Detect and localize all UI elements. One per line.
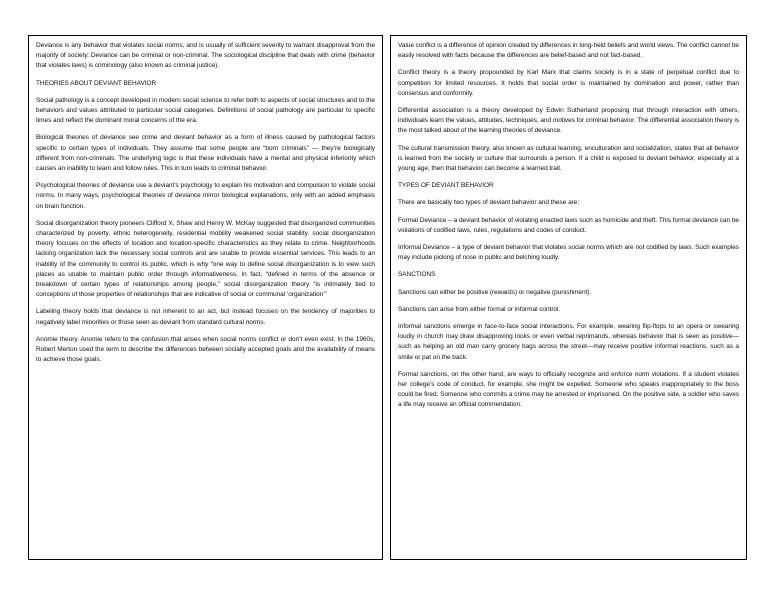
heading-types: TYPES OF DEVIANT BEHAVIOR <box>398 182 494 190</box>
paragraph-sanctions-control: Sanctions can arise from either formal or informal control. <box>398 305 561 313</box>
paragraph-deviance-definition: Deviance is any behavior that violates social norms, and is usually of sufficient severity to warrant disapproval from the majority of society. Deviance can be criminal or non-criminal. The sociological discipline that deals with crime (behavior that violates laws) is criminology (also known as criminal justice). <box>36 42 375 70</box>
paragraph-differential-association: Differential association is a theory developed by Edwin Sutherland proposing that through interaction with others, individuals learn the values, attitudes, techniques, and motives for criminal behavior. The differential association theory is the most talked about of the learning theories of deviance. <box>398 107 739 135</box>
paragraph-conflict-theory: Conflict theory is a theory propounded by Karl Marx that claims society is in a state of perpetual conflict due to competition for limited resources. It holds that social order is maintained by domination and power, rather than consensus and conformity. <box>398 69 739 97</box>
paragraph-formal-sanctions: Formal sanctions, on the other hand, are ways to officially recognize and enforce norm violations. If a student violates her college’s code of conduct, for example, she might be expelled. Someone who speaks inappropriately to the boss could be fired. Someone who commits a crime may be arrested or imprisoned. On the positive side, a soldier who saves a life may receive an official commendation. <box>398 370 739 409</box>
paragraph-value-conflict: Value conflict is a difference of opinion created by differences in long-held beliefs and world views. The conflict cannot be easily resolved with facts because the differences are belief-based and not fact-based. <box>398 42 739 60</box>
paragraph-social-disorganization: Social disorganization theory pioneers Clifford X. Shaw and Henry W. McKay suggested that disorganized communities characterized by poverty, ethnic heterogeneity, residential mobility weakened social stability. social disorganization theory focuses on the effects of location and location-specific characteristics as they relate to crime. Neighborhoods lacking organization lack the necessary social controls and are unable to provide essential services. This leads to an inability of the community to control its public, which is why “one way to define social disorganization is to view such places as unable to maintain public order through informativeness. In fact, “defined in terms of the absence or breakdown of certain types of relationships among people,” social disorganization theory “is intimately tied to conceptions of those properties of relationships that are indicative of social or communal ‘organization’” <box>36 219 375 299</box>
heading-sanctions: SANCTIONS <box>398 271 436 279</box>
paragraph-psychological-theories: Psychological theories of deviance use a deviant’s psychology to explain his motivation and compulsion to violate social norms. In many ways, psychological theories of deviance mirror biological explanations, only with an added emphasis on brain function. <box>36 182 375 210</box>
paragraph-labeling-theory: Labeling theory holds that deviance is not inherent to an act, but instead focuses on the tendency of majorities to negatively label minorities or those seen as deviant from standard cultural norms. <box>36 308 375 326</box>
paragraph-cultural-transmission: The cultural transmission theory, also known as cultural learning, enculturation and socialization, states that all behavior is learned from the society or culture that surrounds a person. If a child is exposed to deviant behavior, especially at a young age, then that behavior can become a learned trait. <box>398 144 739 173</box>
paragraph-biological-theories: Biological theories of deviance see crime and deviant behavior as a form of illness caused by pathological factors specific to certain types of individuals. They assume that some people are “born criminals” — they’re biologically different from non-criminals. The underlying logic is that these individuals have a mental and physical inferiority which causes an inability to learn and follow rules. This in turn leads to criminal behavior. <box>36 134 375 173</box>
paragraph-informal-sanctions: Informal sanctions emerge in face-to-face social interactions. For example, wearing flip-flops to an opera or swearing loudly in church may draw disapproving looks or even verbal reprimands, whereas behavior that is seen as positive—such as helping an old man carry grocery bags across the street—may receive positive informal reactions, such as a smile or pat on the back. <box>398 323 739 361</box>
paragraph-types-intro: There are basically two types of deviant behavior and these are: <box>398 199 580 207</box>
paragraph-formal-deviance: Formal Deviance – a deviant behavior of violating enacted laws such as homicide and theft. This formal deviance can be violations of codified laws, rules, regulations and codes of conduct. <box>398 216 739 234</box>
heading-theories: THEORIES ABOUT DEVIANT BEHAVIOR <box>36 79 157 87</box>
right-column <box>390 35 747 560</box>
paragraph-sanctions-types: Sanctions can either be positive (rewards) or negative (punishment). <box>398 288 592 296</box>
paragraph-anomie-theory: Anomie theory. Anomie refers to the confusion that arises when social norms conflict or don’t even exist. In the 1960s, Robert Merton used the term to describe the differences between socially accepted goals and the availability of means to achieve those goals. <box>36 335 375 364</box>
paragraph-informal-deviance: Informal Deviance – a type of deviant behavior that violates social norms which are not codified by laws. Such examples may include picking of nose in public and belching loudly. <box>398 244 739 262</box>
left-column <box>28 35 383 560</box>
paragraph-social-pathology: Social pathology is a concept developed in modern social science to refer both to aspects of social structures and to the behaviors and values attributed to particular social categories. Definitions of social pathology are particular to specific times and reflect the dominant moral concerns of the era. <box>36 96 375 125</box>
